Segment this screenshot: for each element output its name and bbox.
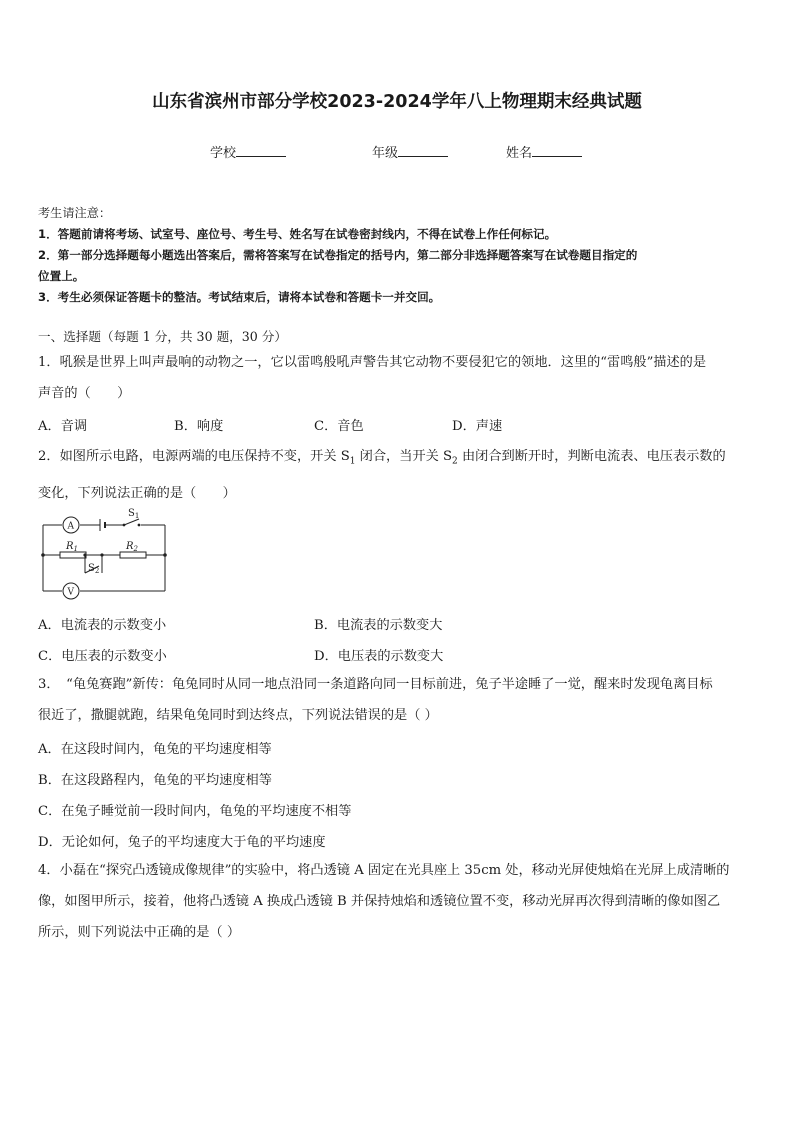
resistor-r1-label: $R_1$ (66, 541, 78, 553)
notice-item-2: 2．第一部分选择题每小题选出答案后，需将答案写在试卷指定的括号内，第二部分非选择题答案写在试卷题目指定的 (38, 248, 638, 262)
question-4-line-3: 所示，则下列说法中正确的是（ ） (38, 925, 241, 940)
q3-option-a[interactable]: A．在这段时间内，龟兔的平均速度相等 (38, 742, 272, 757)
switch-s1-label: $S_1$ (128, 508, 140, 520)
name-blank[interactable] (532, 143, 582, 157)
school-label: 学校 (210, 146, 237, 161)
q3-option-c[interactable]: C．在兔子睡觉前一段时间内，龟兔的平均速度不相等 (38, 804, 352, 819)
q2-text-part-c: 由闭合到断开时，判断电流表、电压表示数的 (457, 449, 726, 464)
question-1-line-1: 1．吼猴是世界上叫声最响的动物之一，它以雷鸣般吼声警告其它动物不要侵犯它的领地．这里的“雷鸣般”描述的是 (38, 355, 707, 370)
q3-option-b[interactable]: B．在这段路程内，龟兔的平均速度相等 (38, 773, 272, 788)
name-label: 姓名 (506, 146, 533, 161)
page-title: 山东省滨州市部分学校2023-2024学年八上物理期末经典试题 (152, 92, 642, 112)
circuit-diagram (38, 503, 168, 603)
q2-option-c[interactable]: C．电压表的示数变小 (38, 649, 167, 664)
question-2-line-2: 变化，下列说法正确的是（ ） (38, 485, 236, 501)
notice-item-3: 3．考生必须保证答题卡的整洁。考试结束后，请将本试卷和答题卡一并交回。 (38, 290, 441, 304)
q1-option-b[interactable]: B．响度 (174, 419, 224, 434)
q2-text-part-a: 2．如图所示电路，电源两端的电压保持不变，开关 S (38, 449, 350, 464)
name-field[interactable] (506, 142, 582, 161)
question-2-options-row-2 (38, 645, 760, 669)
question-3-line-2: 很近了，撒腿就跑，结果龟兔同时到达终点，下列说法错误的是（ ） (38, 708, 438, 723)
q2-text-part-b: 闭合，当开关 S (355, 449, 453, 464)
notice-heading: 考生请注意： (38, 206, 112, 220)
grade-label: 年级 (372, 146, 399, 161)
question-2 (38, 441, 760, 509)
q2-s1-subscript: 1 (349, 456, 356, 467)
q2-option-a[interactable]: A．电流表的示数变小 (38, 618, 167, 633)
q2-option-d[interactable]: D．电压表的示数变大 (314, 649, 444, 664)
question-4 (38, 855, 760, 948)
switch-s2-label: $S_2$ (88, 563, 100, 575)
q2-s2-subscript: 2 (452, 456, 458, 467)
school-blank[interactable] (236, 143, 286, 157)
notice-item-1: 1．答题前请将考场、试室号、座位号、考生号、姓名写在试卷密封线内，不得在试卷上作任何标记。 (38, 227, 557, 241)
q1-option-a[interactable]: A．音调 (38, 419, 88, 434)
ammeter-label: A (67, 521, 74, 532)
q2-option-b[interactable]: B．电流表的示数变大 (314, 618, 443, 633)
student-info-fields (0, 142, 794, 162)
q1-option-d[interactable]: D．声速 (452, 419, 503, 434)
question-2-options-row-1 (38, 614, 760, 638)
notice-item-2-cont: 位置上。 (38, 269, 85, 283)
resistor-r2-label: $R_2$ (126, 541, 138, 553)
question-1-line-2: 声音的（ ） (38, 386, 131, 401)
grade-blank[interactable] (398, 143, 448, 157)
question-4-line-2: 像，如图甲所示，接着，他将凸透镜 A 换成凸透镜 B 并保持烛焰和透镜位置不变，移动光屏再次得到清晰的像如图乙 (38, 894, 721, 909)
question-1-options (38, 415, 760, 439)
q3-option-d[interactable]: D．无论如何，兔子的平均速度大于龟的平均速度 (38, 835, 326, 850)
question-3-line-1: 3． “龟兔赛跑”新传：龟兔同时从同一地点沿同一条道路向同一目标前进，兔子半途睡了一觉，醒来时发现龟离目标 (38, 677, 713, 692)
question-1 (38, 347, 760, 409)
q1-option-c[interactable]: C．音色 (314, 419, 364, 434)
voltmeter-label: V (67, 587, 74, 598)
question-3 (38, 669, 760, 731)
grade-field[interactable] (372, 142, 448, 161)
exam-notice (38, 203, 760, 308)
question-2-line-1 (38, 441, 760, 478)
question-4-line-1: 4．小磊在“探究凸透镜成像规律”的实验中，将凸透镜 A 固定在光具座上 35cm 处，移动光屏使烛焰在光屏上成清晰的 (38, 863, 730, 878)
school-field[interactable] (210, 142, 286, 161)
section-heading: 一、选择题（每题 1 分，共 30 题，30 分） (38, 329, 287, 344)
